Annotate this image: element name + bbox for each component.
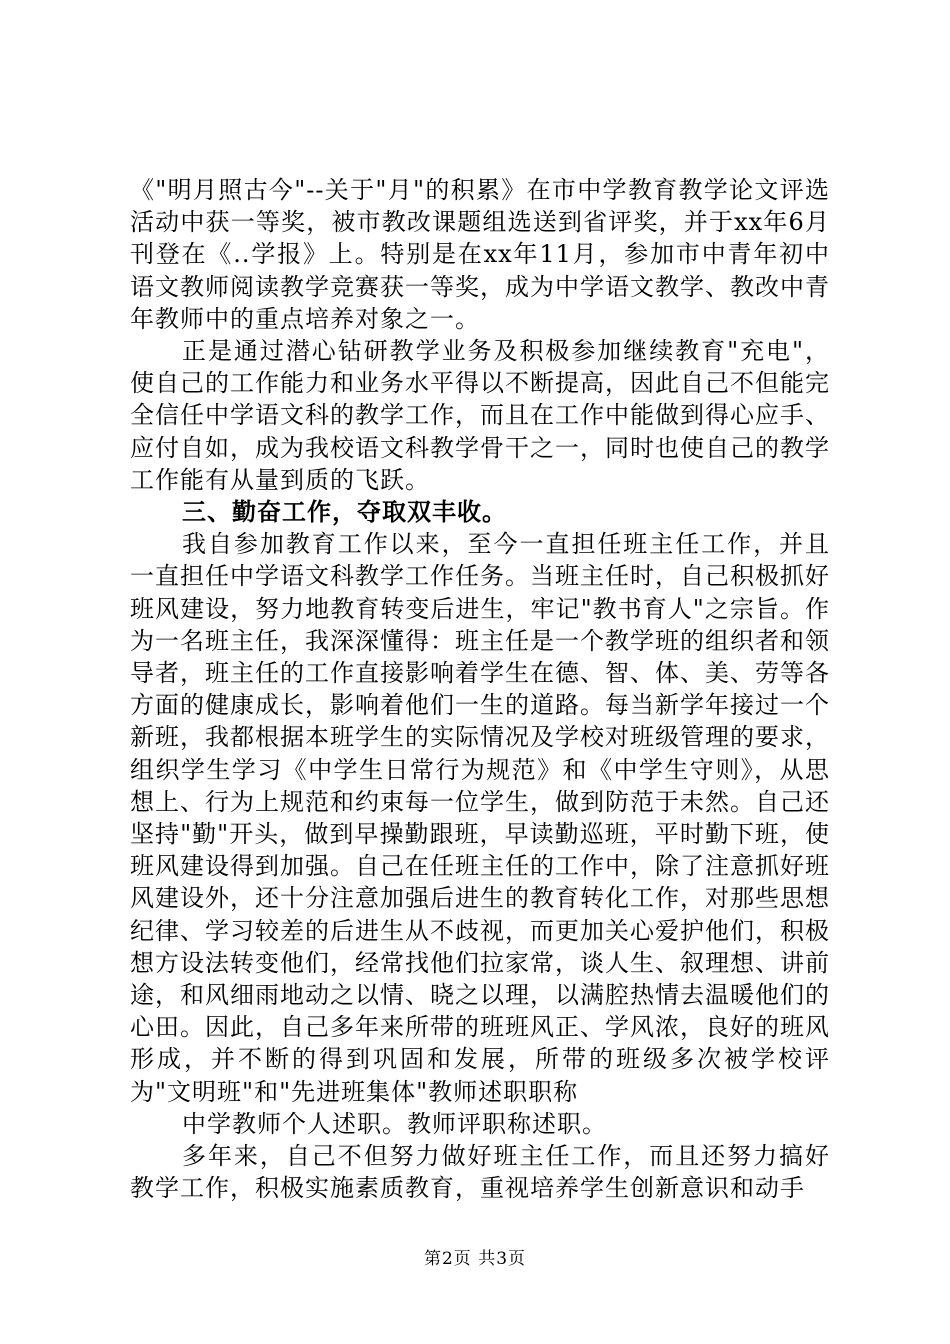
document-body: [130, 174, 830, 1205]
paragraph-award-results: 《"明月照古今"--关于"月"的积累》在市中学教育教学论文评选活动中获一等奖，被市教改课题组选送到省评奖，并于xx年6月刊登在《..学报》上。特别是在xx年11月，参加市中青年初中语文教师阅读教学竞赛获一等奖，成为中学语文教学、教改中青年教师中的重点培养对象之一。: [130, 176, 830, 333]
section-heading: 三、勤奋工作，夺取双丰收。: [182, 497, 507, 527]
paragraph-teaching-work: 多年来，自己不但努力做好班主任工作，而且还努力搞好教学工作，积极实施素质教育，重视培养学生创新意识和动手: [130, 1142, 830, 1203]
page-number-footer: 第2页 共3页: [423, 1249, 527, 1269]
paragraph-continuing-education: 正是通过潜心钻研教学业务及积极参加继续教育"充电"，使自己的工作能力和业务水平得以不断提高，因此自己不但能完全信任中学语文科的教学工作，而且在工作中能做到得心应手、应付自如，成为我校语文科教学骨干之一，同时也使自己的教学工作能有从量到质的飞跃。: [130, 337, 830, 494]
paragraph-report-title-line: 中学教师个人述职。教师评职称述职。: [182, 1109, 607, 1138]
paragraph-class-teacher-work: 我自参加教育工作以来，至今一直担任班主任工作，并且一直担任中学语文科教学工作任务。当班主任时，自己积极抓好班风建设，努力地教育转变后进生，牢记"教书育人"之宗旨。作为一名班主任，我深深懂得：班主任是一个教学班的组织者和领导者，班主任的工作直接影响着学生在德、智、体、美、劳等各方面的健康成长，影响着他们一生的道路。每当新学年接过一个新班，我都根据本班学生的实际情况及学校对班级管理的要求，组织学生学习《中学生日常行为规范》和《中学生守则》，从思想上、行为上规范和约束每一位学生，做到防范于未然。自己还坚持"勤"开头，做到早操勤跟班，早读勤巡班，平时勤下班，使班风建设得到加强。自己在任班主任的工作中，除了注意抓好班风建设外，还十分注意加强后进生的教育转化工作，对那些思想纪律、学习较差的后进生从不歧视，而更加关心爱护他们，积极想方设法转变他们，经常找他们拉家常，谈人生、叙理想、讲前途，和风细雨地动之以情、晓之以理，以满腔热情去温暖他们的心田。因此，自己多年来所带的班班风正、学风浓，良好的班风形成，并不断的得到巩固和发展，所带的班级多次被学校评为"文明班"和"先进班集体"教师述职职称: [130, 530, 830, 1106]
